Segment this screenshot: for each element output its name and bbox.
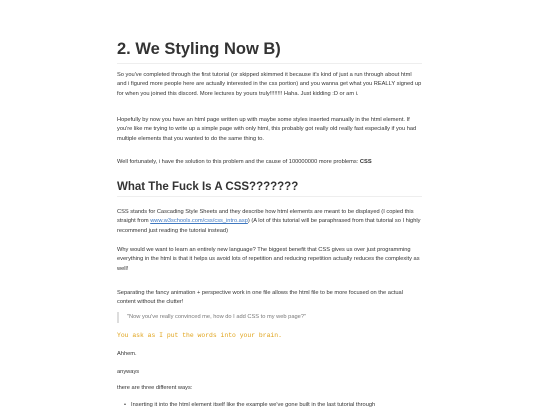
ways-intro-paragraph: there are three different ways: [117,385,193,391]
section-divider [117,196,422,197]
css-def-text-before: CSS stands for Cascading Style Sheets and they describe how html elements are meant to be displayed (I copied this straight from [117,209,414,225]
w3schools-link[interactable]: www.w3schools.com/css/css_intro.asp [150,218,248,225]
list-item-text: Inserting it into the html element itself like the example we've gone built in the last tutorial through [131,402,376,408]
solution-text: Well fortunately, i have the solution to this problem and the cause of 100000000 more problems: [117,159,360,165]
intro-paragraph: So you've completed through the first tutorial (or skipped skimmed it because it's kind of just a run through about html and i figured more people here are actually interested in the css portion) and you wanna get what you REALLY signed up for when you joined this discord. More lectures by yours truly!!!!!!!! Haha. Just kidding :D or am i. [117,72,422,97]
page-title: 2. We Styling Now B) [117,40,281,58]
section-heading: What The Fuck Is A CSS??????? [117,181,299,193]
blockquote [117,312,419,323]
hopefully-paragraph: Hopefully by now you have an html page written up with maybe some styles inserted manually in the html element. If you're like me trying to write up a simple page with only html, this probably got really old really fast especially if you had multiple elements that you wanted to do the same thing to. [117,117,417,142]
solution-paragraph [117,158,422,167]
why-paragraph: Why would we want to learn an entirely new language? The biggest benefit that CSS gives us over just programming everything in the html is that it helps us avoid lots of repetition and reducing repetition actually reduces the complexity as well! [117,247,420,272]
anyways-paragraph: anyways [117,369,140,375]
separating-paragraph: Separating the fancy animation + perspective work in one file allows the html file to be more focused on the actual content without the clutter! [117,290,403,306]
ahhem-paragraph: Ahhem. [117,351,137,357]
css-def-text-after: ) (A lot of this tutorial will be paraphrased from that tutorial so I highly recommend just reading the tutorial instead) [117,218,421,234]
quote-text: "Now you've really convinced me, how do I add CSS to my web page?" [127,314,307,320]
css-definition-paragraph [117,208,422,236]
solution-bold: CSS [359,159,372,165]
list-item [117,399,422,408]
bullet-icon: • [124,402,126,408]
code-line: You ask as I put the words into your brain. [117,332,282,339]
title-divider [117,63,422,64]
